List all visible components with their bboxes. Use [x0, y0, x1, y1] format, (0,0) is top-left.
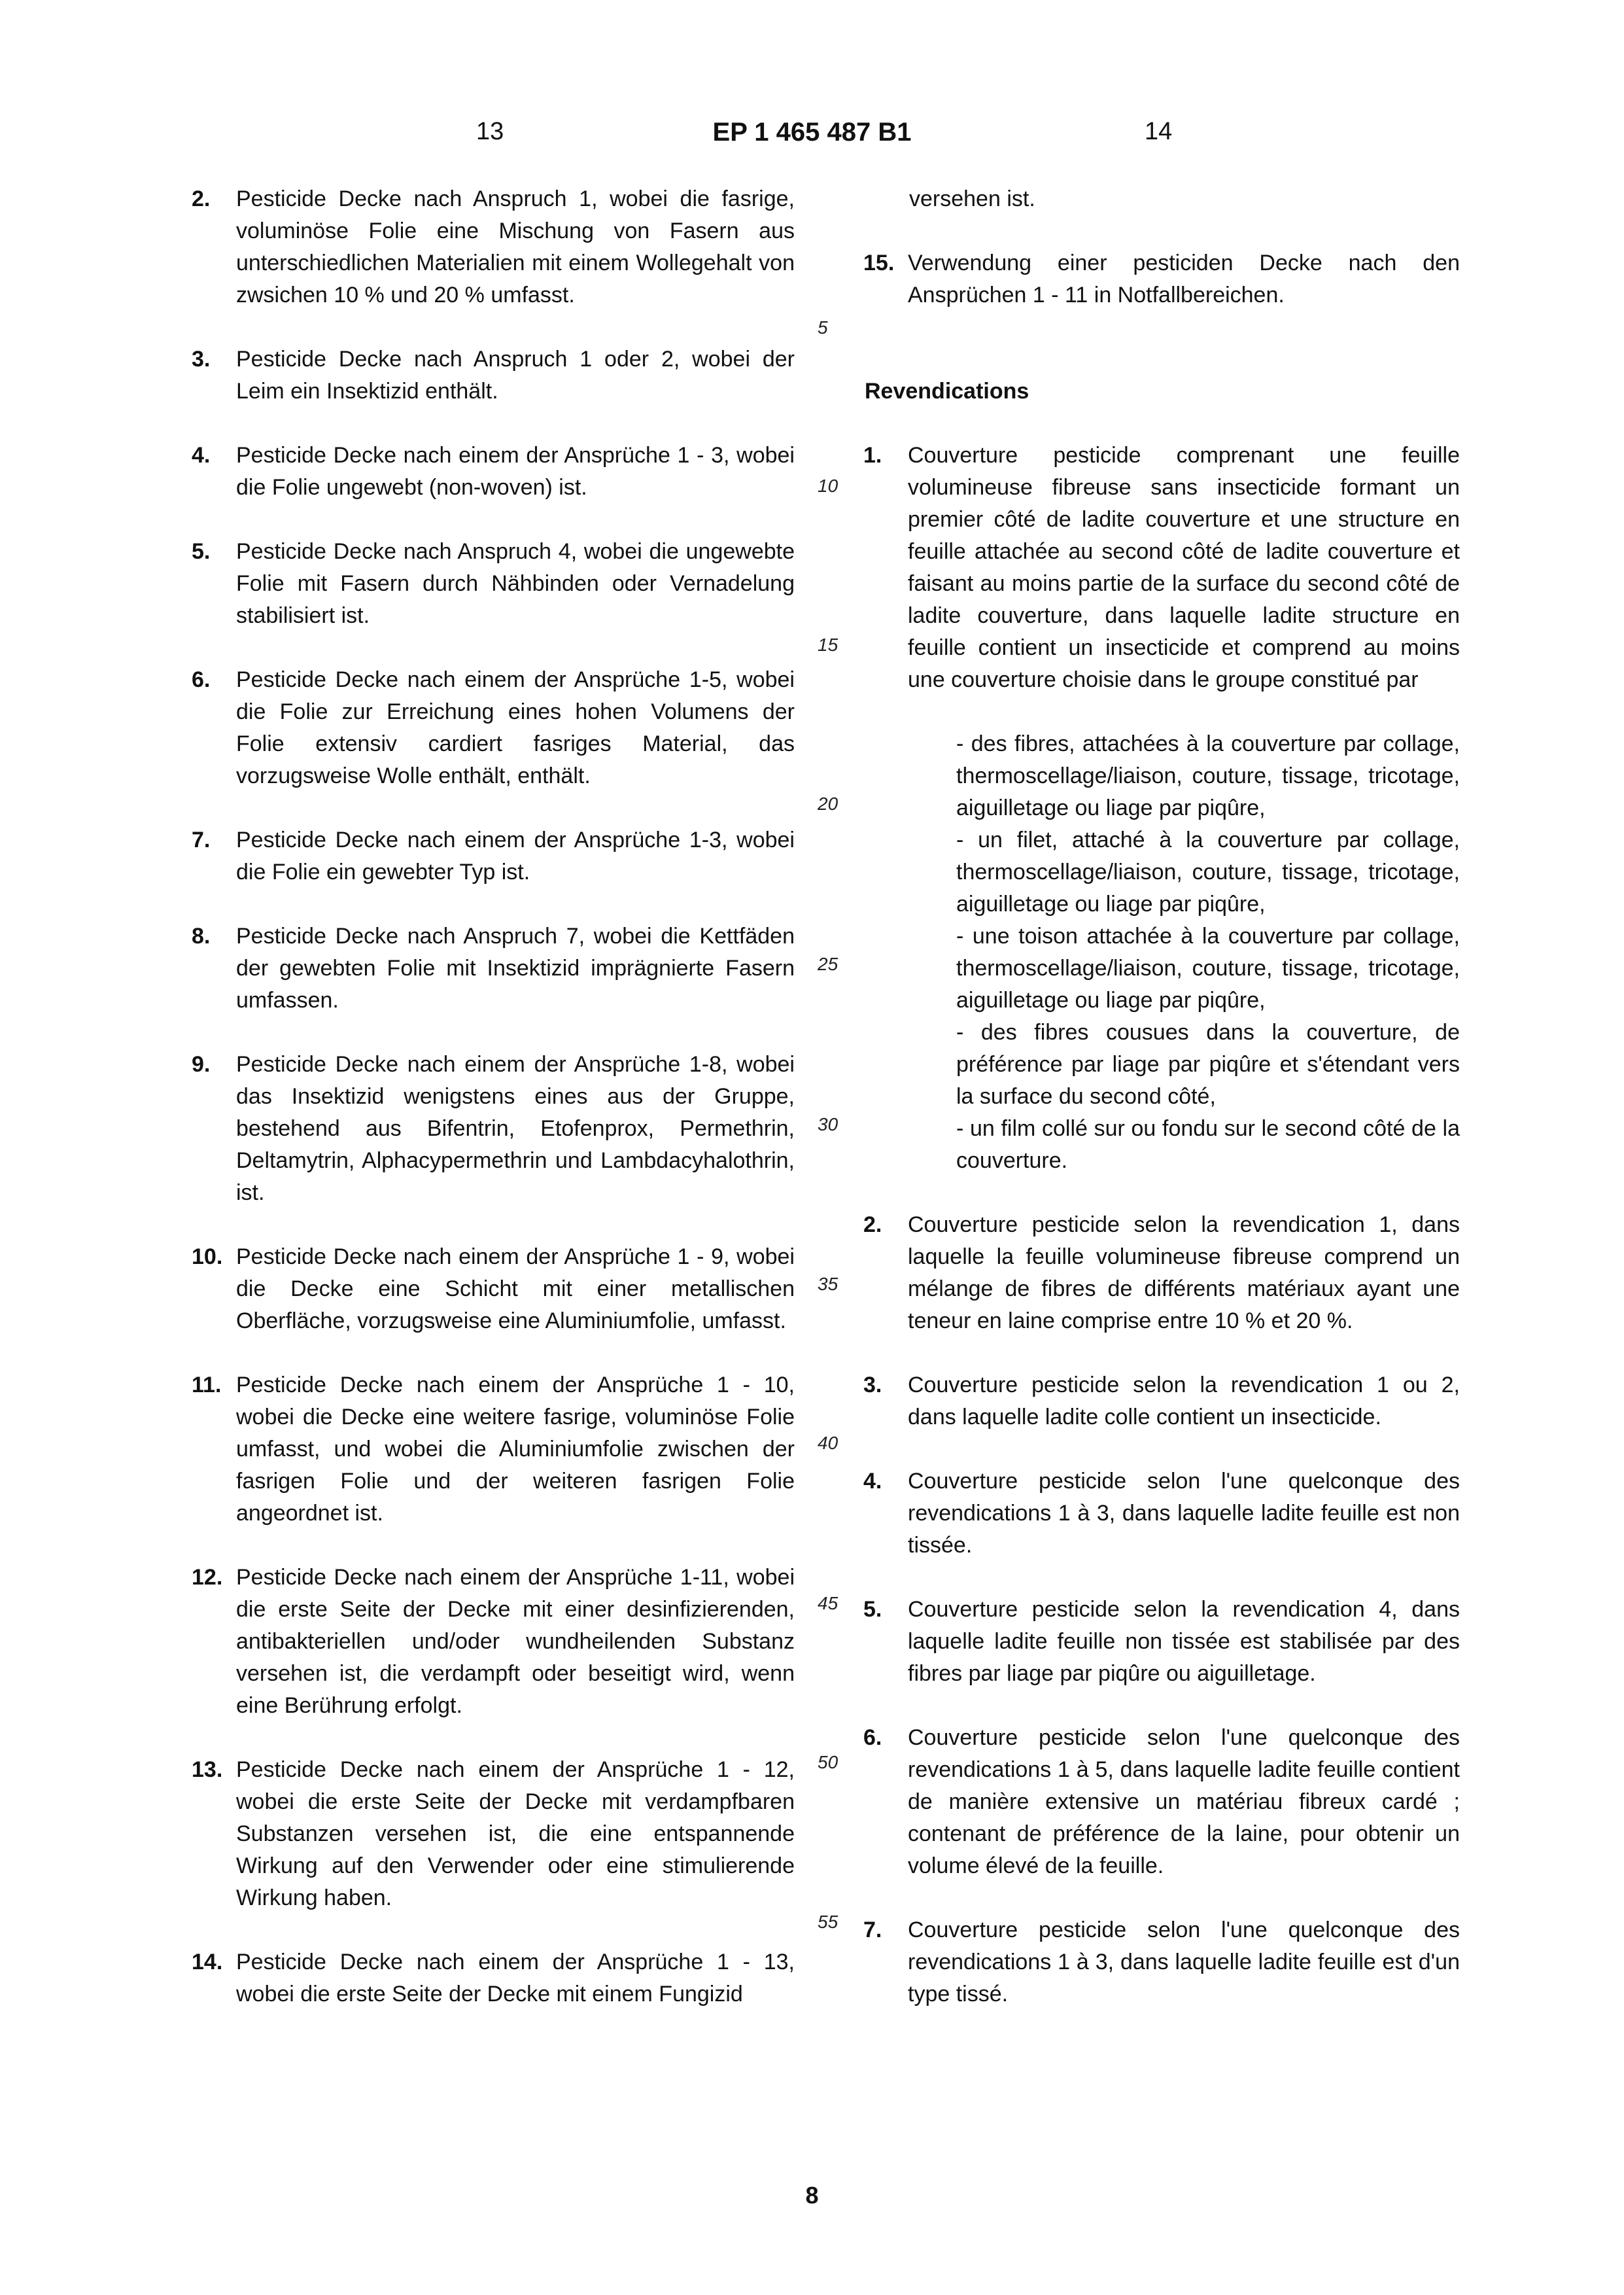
claim-number: 6.: [192, 667, 211, 692]
claim-number: 7.: [863, 1918, 882, 1942]
claim-de-12: [193, 1562, 795, 1722]
claim-de-6: [193, 664, 795, 792]
claim-fr-4: [865, 1465, 1460, 1562]
claim-text: Pesticide Decke nach einem der Ansprüche 1-5, wobei die Folie zur Erreichung eines hohen Volumens der Folie extensiv cardiert fasriges Material, das vorzugsweise Wolle enthält, enthält.: [236, 667, 795, 788]
claim-fr-1-options: [865, 728, 1460, 1177]
line-number: 30: [818, 1114, 838, 1134]
line-number: 40: [818, 1433, 838, 1453]
claim-number: 9.: [192, 1052, 211, 1077]
claim-de-4: [193, 440, 795, 504]
claim-text: Pesticide Decke nach einem der Ansprüche 1-11, wobei die erste Seite der Decke mit einer desinfizierenden, antibakteriellen und/oder wundheilenden Substanz versehen ist, die verdampft oder beseitigt wird, wenn eine Berührung erfolgt.: [236, 1565, 795, 1718]
claim-de-14: [193, 1946, 795, 2010]
claim-text: Pesticide Decke nach einem der Ansprüche 1-8, wobei das Insektizid wenigstens eines aus der Gruppe, bestehend aus Bifentrin, Etofenprox, Permethrin, Deltamytrin, Alphacypermethrin und Lambdacyhalothrin, ist.: [236, 1052, 795, 1205]
right-page-number: 14: [1145, 118, 1173, 145]
line-number: 35: [818, 1274, 838, 1294]
line-number: 50: [818, 1752, 838, 1772]
section-heading: Revendications: [865, 379, 1029, 404]
claim-text: Pesticide Decke nach einem der Ansprüche 1 - 13, wobei die erste Seite der Decke mit einem Fungizid: [236, 1950, 795, 2006]
claim-fr-5: [865, 1594, 1460, 1690]
line-number: 15: [818, 635, 838, 655]
claim-fr-7: [865, 1914, 1460, 2010]
claim-number: 15.: [863, 251, 895, 275]
claim-de-2: [193, 183, 795, 311]
claim-text: Couverture pesticide selon la revendication 1 ou 2, dans laquelle ladite colle contient un insecticide.: [908, 1373, 1460, 1429]
right-column: [865, 183, 1460, 2042]
claim-fr-6: [865, 1722, 1460, 1882]
claim-number: 10.: [192, 1244, 223, 1269]
claim-de-8: [193, 920, 795, 1017]
claim-text: Pesticide Decke nach Anspruch 7, wobei die Kettfäden der gewebten Folie mit Insektizid imprägnierte Fasern umfassen.: [236, 924, 795, 1013]
claim-number: 12.: [192, 1565, 223, 1590]
claim-de-5: [193, 536, 795, 632]
claim-number: 14.: [192, 1950, 223, 1974]
option-item: - des fibres, attachées à la couverture par collage, thermoscellage/liaison, couture, tissage, tricotage, aiguilletage ou liage par piqûre,: [956, 731, 1460, 820]
spacer: [865, 343, 1460, 376]
claim-text: Pesticide Decke nach einem der Ansprüche 1 - 3, wobei die Folie ungewebt (non-woven) ist.: [236, 443, 795, 500]
claim-text: Couverture pesticide selon la revendication 1, dans laquelle la feuille volumineuse fibreuse comprend un mélange de fibres de différents matériaux ayant une teneur en laine comprise entre 10 % et 20 %.: [908, 1212, 1460, 1333]
claim-de-10: [193, 1241, 795, 1337]
claim-number: 5.: [192, 539, 211, 564]
line-number: 55: [818, 1912, 838, 1932]
claim-text: Verwendung einer pesticiden Decke nach den Ansprüchen 1 - 11 in Notfallbereichen.: [908, 251, 1460, 307]
option-item: - une toison attachée à la couverture par collage, thermoscellage/liaison, couture, tissage, tricotage, aiguilletage ou liage par piqûre,: [956, 924, 1460, 1013]
claim-de-7: [193, 824, 795, 888]
claim-de-3: [193, 343, 795, 408]
claim-number: 4.: [863, 1469, 882, 1494]
claim-de-13: [193, 1754, 795, 1914]
claim-number: 2.: [192, 186, 211, 211]
document-number: EP 1 465 487 B1: [712, 118, 912, 147]
claim-number: 5.: [863, 1597, 882, 1622]
page-footer-number: 8: [805, 2182, 819, 2209]
claim-text: Pesticide Decke nach einem der Ansprüche 1-3, wobei die Folie ein gewebter Typ ist.: [236, 828, 795, 885]
option-item: - un filet, attaché à la couverture par collage, thermoscellage/liaison, couture, tissage, tricotage, aiguilletage ou liage par piqûre,: [956, 828, 1460, 917]
line-number: 5: [818, 317, 828, 338]
claim-number: 4.: [192, 443, 211, 468]
claim-fr-3: [865, 1369, 1460, 1433]
line-number: 10: [818, 476, 838, 496]
left-column: [193, 183, 795, 2042]
claim-de-15: [865, 247, 1460, 311]
claim-continuation: versehen ist.: [909, 186, 1035, 211]
claim-text: Pesticide Decke nach Anspruch 1 oder 2, wobei der Leim ein Insektizid enthält.: [236, 347, 795, 404]
claim-de-9: [193, 1049, 795, 1209]
line-number: 45: [818, 1593, 838, 1613]
claim-de-11: [193, 1369, 795, 1530]
claim-text: Couverture pesticide selon la revendication 4, dans laquelle ladite feuille non tissée est stabilisée par des fibres par liage par piqûre ou aiguilletage.: [908, 1597, 1460, 1686]
line-number: 20: [818, 794, 838, 814]
line-number: 25: [818, 954, 838, 974]
claim-fr-2: [865, 1209, 1460, 1337]
claim-text: Couverture pesticide selon l'une quelconque des revendications 1 à 3, dans laquelle ladite feuille est d'un type tissé.: [908, 1918, 1460, 2006]
claim-text: Couverture pesticide selon l'une quelconque des revendications 1 à 5, dans laquelle ladite feuille contient de manière extensive un matériau fibreux cardé ; contenant de préférence de la laine, pour obtenir un volume élevé de la feuille.: [908, 1725, 1460, 1878]
claim-fr-1: [865, 440, 1460, 696]
claim-text: Pesticide Decke nach einem der Ansprüche 1 - 9, wobei die Decke eine Schicht mit einer metallischen Oberfläche, vorzugsweise eine Aluminiumfolie, umfasst.: [236, 1244, 795, 1333]
claim-number: 1.: [863, 443, 882, 468]
option-item: - des fibres cousues dans la couverture, de préférence par liage par piqûre et s'étendant vers la surface du second côté,: [956, 1020, 1460, 1109]
claim-text: Pesticide Decke nach einem der Ansprüche 1 - 10, wobei die Decke eine weitere fasrige, voluminöse Folie umfasst, und wobei die Aluminiumfolie zwischen der fasrigen Folie und der weiteren fasrigen Folie angeordnet ist.: [236, 1373, 795, 1526]
option-item: - un film collé sur ou fondu sur le second côté de la couverture.: [956, 1116, 1460, 1173]
claim-number: 2.: [863, 1212, 882, 1237]
claim-number: 6.: [863, 1725, 882, 1750]
claim-text: Pesticide Decke nach Anspruch 4, wobei die ungewebte Folie mit Fasern durch Nähbinden oder Vernadelung stabilisiert ist.: [236, 539, 795, 628]
claim-text: Pesticide Decke nach einem der Ansprüche 1 - 12, wobei die erste Seite der Decke mit verdampfbaren Substanzen versehen ist, die eine entspannende Wirkung auf den Verwender oder eine stimulierende Wirkung haben.: [236, 1757, 795, 1910]
claim-number: 11.: [192, 1373, 222, 1397]
claim-number: 3.: [863, 1373, 882, 1397]
claim-number: 7.: [192, 828, 211, 852]
claim-number: 13.: [192, 1757, 223, 1782]
claim-text: Pesticide Decke nach Anspruch 1, wobei die fasrige, voluminöse Folie eine Mischung von Fasern aus unterschiedlichen Materialien mit einem Wollegehalt von zwsichen 10 % und 20 % umfasst.: [236, 186, 795, 307]
left-page-number: 13: [476, 118, 504, 145]
claim-text: Couverture pesticide comprenant une feuille volumineuse fibreuse sans insecticide formant un premier côté de ladite couverture et une structure en feuille attachée au second côté de ladite couverture et faisant au moins partie de la surface du second côté de ladite couverture, dans laquelle ladite structure en feuille contient un insecticide et comprend au moins une couverture choisie dans le groupe constitué par: [908, 443, 1460, 692]
claim-text: Couverture pesticide selon l'une quelconque des revendications 1 à 3, dans laquelle ladite feuille est non tissée.: [908, 1469, 1460, 1558]
claim-number: 3.: [192, 347, 211, 372]
claim-number: 8.: [192, 924, 211, 949]
